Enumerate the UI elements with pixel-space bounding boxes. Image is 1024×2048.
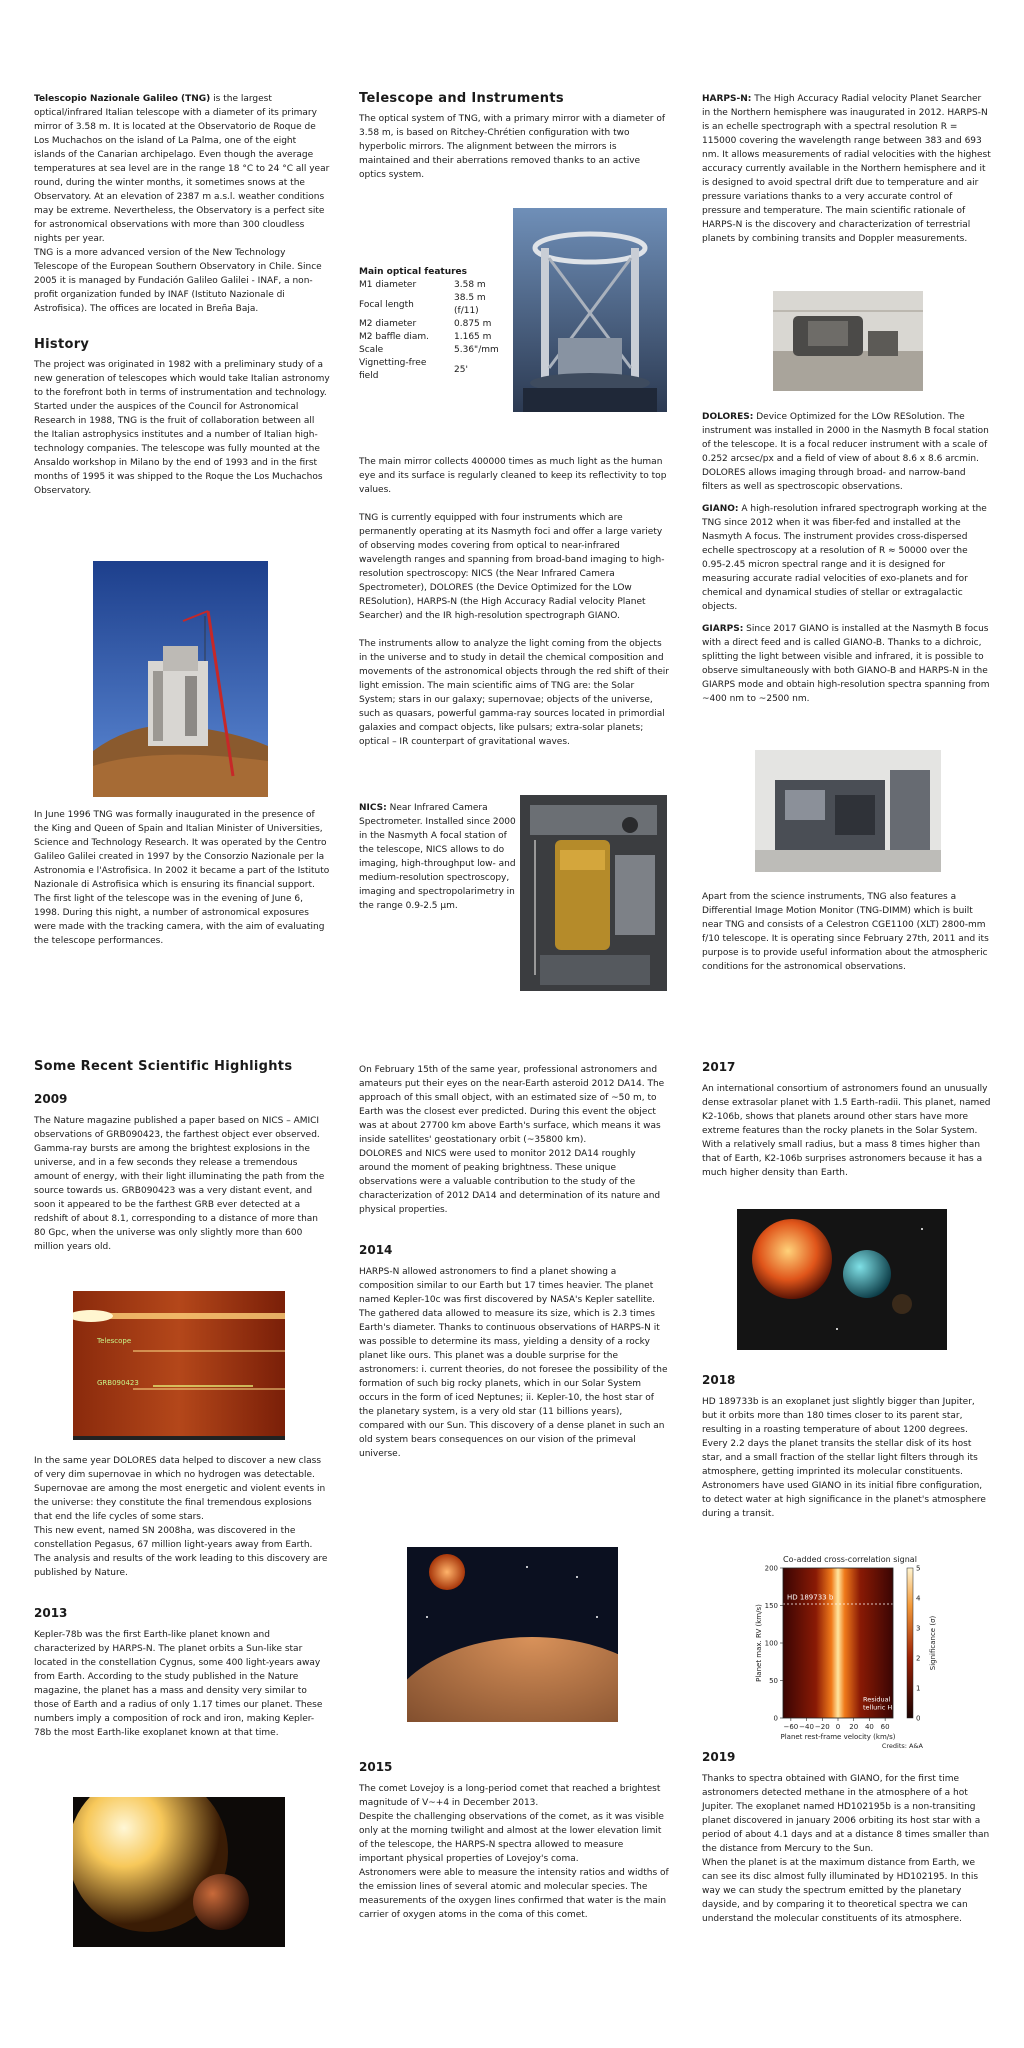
highlights-title: Some Recent Scientific Highlights [34, 1059, 293, 1074]
kepler10c-artwork [407, 1547, 618, 1722]
intro-paragraph-2: TNG is a more advanced version of the New Technology Telescope of the European Southern Observatory in Chile. Since 2005 it is managed by Fundación Galileo Galilei - INAF, a non-profit organization funded by INAF (Istituto Nazionale di Astrofisica). The offices are located in Breña Baja. [34, 248, 322, 314]
residual-label: Residual [863, 1695, 891, 1704]
x-tick-label: 40 [864, 1723, 874, 1731]
spec-row: Scale 5.36"/mm [359, 345, 499, 355]
spec-row: Focal length 38.5 m (f/11) [359, 293, 486, 316]
harps-block [702, 92, 992, 246]
y-axis-label: Planet max. RV (km/s) [755, 1604, 763, 1682]
colorbar-label: Significance (σ) [929, 1615, 937, 1671]
y-tick-label: 50 [769, 1677, 778, 1685]
chart-credits: Credits: A&A [881, 1742, 923, 1750]
highlights-column-2b [359, 1760, 669, 1922]
year-2009: 2009 [34, 1092, 68, 1106]
specs-block [359, 266, 519, 383]
year-2019: 2019 [702, 1750, 736, 1764]
text-2015b: Despite the challenging observations of the comet, as it was visible only at the morning twilight and almost at the lower elevation limit of the telescope, the HARPS-N spectra allowed to measure important physical properties of Lovejoy's coma. [359, 1812, 664, 1864]
specs-title: Main optical features [359, 267, 467, 277]
text-2019a: Thanks to spectra obtained with GIANO, for the first time astronomers detected methane in the atmosphere of a hot Jupiter. The exoplanet named HD102195b is a non-transiting planet discovered in january 2006 orbiting its host star with a period of about 4.1 days and at a distance 8 times smaller than the distance from Mercury to the Sun. [702, 1774, 990, 1854]
highlights-column-3b [702, 1373, 992, 1521]
giarps-paragraph: GIARPS: Since 2017 GIANO is installed at the Nasmyth B focus with a direct feed and is called GIANO-B. Thanks to a dichroic, splitting the light between visible and infrared, it is possible to observe simultaneously with both GIANO-B and HARPS-N in the GIARPS mode and obtain high-resolution spectra spanning from ~400 nm to ~2500 nm. [702, 624, 990, 704]
telescope-paragraph-2: The main mirror collects 400000 times as much light as the human eye and its surface is regularly cleaned to keep its reflectivity to top values. [359, 457, 667, 495]
x-axis-label: Planet rest-frame velocity (km/s) [780, 1733, 896, 1741]
telescope-paragraph-1: The optical system of TNG, with a primary mirror with a diameter of 3.58 m, is based on Ritchey-Chrétien configuration with two hyperbolic mirrors. The alignment between the mirrors is maintained and their aberrations removed thanks to an active optics system. [359, 114, 665, 180]
year-2013: 2013 [34, 1606, 68, 1620]
intro-paragraph: Telescopio Nazionale Galileo (TNG) is the largest optical/infrared Italian telescope with a diameter of its primary mirror of 3.58 m. It is located at the Observatorio de Roque de Los Muchachos on the island of La Palma, one of the eight islands of the Canarian archipelago. Even though the average temperatures at sea level are in the range 18 °C to 24 °C all year round, during the winter months, it sometimes snows at the Observatory. At an elevation of 2387 m a.s.l. weather conditions may be extreme. Nevertheless, the Observatory is a perfect site for astronomical observations with more than 300 cloudless nights per year. [34, 94, 330, 244]
planet-label: HD 189733 b [787, 1593, 834, 1602]
telescope-title: Telescope and Instruments [359, 91, 564, 106]
telescope-column [359, 92, 669, 182]
telescope-structure-photo [513, 208, 667, 412]
text-2017a: An international consortium of astronomers found an unusually dense extrasolar planet with 1.5 Earth-radii. This planet, named K2-106b, shows that planets around other stars have more extreme features than the rocky planets in the Solar System. [702, 1084, 991, 1136]
nics-block [359, 801, 517, 913]
x-tick-label: −60 [783, 1723, 799, 1731]
intro-column [34, 92, 330, 498]
grb-label-2: GRB090423 [97, 1379, 139, 1387]
x-tick-label: −40 [799, 1723, 814, 1731]
history-column-2 [34, 808, 330, 948]
history-title: History [34, 337, 90, 352]
y-tick-label: 100 [764, 1639, 778, 1648]
highlights-column-2 [359, 1063, 669, 1461]
chart-title: Co-added cross-correlation signal [783, 1555, 917, 1564]
colorbar-tick-label: 3 [916, 1624, 921, 1633]
x-tick-label: 0 [835, 1723, 841, 1731]
text-2017b: With a relatively small radius, but a mass 8 times higher than that of Earth, K2-106b surprises astronomers because it has a much higher density than Earth. [702, 1140, 983, 1178]
text-february-2: DOLORES and NICS were used to monitor 2012 DA14 roughly around the moment of peaking brightness. These unique observations were a valuable contribution to the study of the characterization of 2012 DA14 and determination of its nature and physical properties. [359, 1149, 661, 1215]
year-2017: 2017 [702, 1060, 736, 1074]
text-2015c: Astronomers were able to measure the intensity ratios and widths of the emission lines of several atomic and molecular species. The measurements of the oxygen lines confirmed that water is the main carrier of oxygen atoms in the coma of this comet. [359, 1868, 669, 1920]
y-tick-label: 150 [764, 1602, 778, 1610]
x-tick-label: −20 [814, 1723, 830, 1731]
spec-row: Vignetting-free field 25' [359, 358, 468, 381]
highlights-column-3c [702, 1750, 992, 1926]
colorbar-tick-label: 2 [916, 1654, 921, 1663]
grb-label-1: Telescope [97, 1337, 132, 1345]
y-tick-label: 0 [773, 1714, 778, 1723]
chart-plot-area [783, 1568, 900, 1718]
year-2014: 2014 [359, 1243, 393, 1257]
colorbar-tick-label: 0 [916, 1714, 921, 1723]
history-paragraph-2: In June 1996 TNG was formally inaugurated in the presence of the King and Queen of Spain and Italian Minister of Universities, Science and Technology Research. It was operated by the Centro Galileo Galilei created in 1997 by the Consorzio Nazionale per la Astronomia e l'Astrofisica. In 2002 it became a part of the Istituto Nazionale di Astrofisica which is ensuring its financial support. The first light of the telescope was in the evening of June 6, 1998. During this night, a number of astronomical exposures were made with the tracking camera, with the aim of evaluating the telescope performances. [34, 810, 330, 946]
kepler78b-artwork [73, 1797, 285, 1947]
colorbar-tick-label: 5 [916, 1564, 921, 1573]
colorbar-tick-label: 1 [916, 1684, 921, 1693]
text-2009c: This new event, named SN 2008ha, was discovered in the constellation Pegasus, 67 million light-years away from Earth. The analysis and results of the work leading to this discovery are published by Nature. [34, 1526, 328, 1578]
residual-label: telluric H₂O [863, 1703, 901, 1712]
text-2013: Kepler-78b was the first Earth-like planet known and characterized by HARPS-N. The planet orbits a Sun-like star located in the constellation Cygnus, some 400 light-years away from Earth. According to the study published in the Nature magazine, the planet has a mass and density very similar to those of Earth and a radius of only 1.17 times our planet. These numbers imply a composition of rock and iron, making Kepler-78b the most Earth-like exoplanet known at that time. [34, 1630, 323, 1738]
colorbar [907, 1568, 913, 1718]
text-2015a: The comet Lovejoy is a long-period comet that reached a brightest magnitude of V~+4 in December 2013. [359, 1784, 661, 1808]
highlights-column-1b [34, 1454, 330, 1740]
harps-instrument-photo [773, 291, 923, 391]
dimm-block [702, 890, 992, 974]
telescope-column-2 [359, 455, 669, 749]
highlights-column-3 [702, 1060, 992, 1180]
instruments-column [702, 410, 992, 706]
tng-building-photo [93, 561, 268, 797]
k2-106b-artwork [737, 1209, 947, 1350]
text-2014: HARPS-N allowed astronomers to find a planet showing a composition similar to our Earth but 17 times heavier. The planet named Kepler-10c was first discovered by NASA's Kepler satellite. The gathered data allowed to measure its size, which is 2.3 times Earth's diameter. Thanks to continuous observations of HARPS-N it was possible to determine its mass, yielding a density of a rocky planet like ours. This planet was a double surprise for the astronomers: i. current theories, do not foresee the possibility of the formation of such big rocky planets, which in our Solar System occurs in the form of iced Neptunes; ii. Kepler-10, the host star of the planetary system, is a very old star (11 billions years), compared with our Sun. This discovery of a dense planet in such an old system bears consequences on our vision of the primeval universe. [359, 1267, 668, 1459]
cross-correlation-chart [735, 1552, 975, 1752]
text-february: On February 15th of the same year, professional astronomers and amateurs put their eyes on the near-Earth asteroid 2012 DA14. The approach of this small object, with an estimated size of ~50 m, to Earth was the closest ever predicted. During this event the object was at about 27700 km above Earth's surface, which means it was inside satellites' geostationary orbit (~35800 km). [359, 1065, 665, 1145]
giano-paragraph: GIANO: A high-resolution infrared spectrograph working at the TNG since 2012 when it was fiber-fed and installed at the Nasmyth A focus. The instrument provides cross-dispersed echelle spectroscopy at a resolution of R ≈ 50000 over the 0.95-2.45 micron spectral range and it is designed for measuring accurate radial velocities of exo-planets and for chemical and dynamical studies of stellar or extragalactic objects. [702, 504, 987, 612]
spec-row: M2 diameter 0.875 m [359, 319, 492, 329]
highlights-column-1 [34, 1060, 330, 1254]
text-2009a: The Nature magazine published a paper based on NICS – AMICI observations of GRB090423, the farthest object ever observed. Gamma-ray bursts are among the brightest explosions in the universe, and in a few seconds they release a tremendous amount of energy, with their light illuminating the path from the source towards us. GRB090423 was a very distant event, and soon it appeared to be the farthest GRB ever detected at a redshift of about 8.1, corresponding to a distance of more than 80 Gpc, when the universe was only slightly more than 600 million years old. [34, 1116, 325, 1252]
spec-row: M2 baffle diam. 1.165 m [359, 332, 492, 342]
grb-spectrum-image [73, 1291, 285, 1446]
telescope-paragraph-4: The instruments allow to analyze the light coming from the objects in the universe and to study in detail the chemical composition and movements of the astronomical objects through the red shift of their light emission. The main scientific aims of TNG are: the Solar System; stars in our galaxy; supernovae; objects of the universe, such as quasars, powerful gamma-ray sources located in primordial galaxies and compact objects, like pulsars; extra-solar planets; optical – IR counterpart of gravitational waves. [359, 639, 669, 747]
y-tick-label: 200 [764, 1564, 778, 1573]
telescope-paragraph-3: TNG is currently equipped with four instruments which are permanently operating at its Nasmyth foci and offer a large variety of observing modes covering from optical to near-infrared wavelength ranges and spanning from broad-band imaging to high-resolution spectroscopy: NICS (the Near Infrared Camera Spectrometer), DOLORES (the Device Optimized for the LOw RESolution), HARPS-N (the High Accuracy Radial velocity Planet Searcher) and the IR high-resolution spectrograph GIANO. [359, 513, 665, 621]
cross-correlation-svg [735, 1552, 975, 1752]
year-2015: 2015 [359, 1760, 393, 1774]
x-tick-label: 20 [849, 1723, 859, 1731]
text-2019b: When the planet is at the maximum distance from Earth, we can see its disc almost fully illuminated by HD102195. In this way we can study the spectrum emitted by the planetary dayside, and by comparing it to theoretical spectra we can understand the molecular constituents of its atmosphere. [702, 1858, 979, 1924]
dolores-paragraph: DOLORES: Device Optimized for the LOw RESolution. The instrument was installed in 2000 in the Nasmyth B focal station of the telescope. It is a focal reducer instrument with a scale of 0.252 arcsec/px and a field of view of about 8.6 x 8.6 arcmin. DOLORES allows imaging through broad- and narrow-band filters as well as spectroscopic observations. [702, 412, 989, 492]
x-tick-label: 60 [880, 1723, 890, 1731]
year-2018: 2018 [702, 1373, 736, 1387]
intro-lead: Telescopio Nazionale Galileo (TNG) [34, 94, 211, 104]
text-2009b: In the same year DOLORES data helped to discover a new class of very dim supernovae in which no hydrogen was detectable. Supernovae are among the most energetic and violent events in the universe: they constitute the final tremendous explosions that end the life cycles of some stars. [34, 1456, 326, 1522]
spec-row: M1 diameter 3.58 m [359, 280, 486, 290]
specs-table [359, 279, 519, 383]
dimm-paragraph: Apart from the science instruments, TNG also features a Differential Image Motion Monitor (TNG-DIMM) which is built near TNG and consists of a Celestron CGE1100 (XLT) 2800-mm f/10 telescope. It is operating since February 27th, 2011 and its purpose is to provide useful information about the atmospheric conditions for the astronomical observations. [702, 892, 989, 972]
nics-paragraph: NICS: Near Infrared Camera Spectrometer. Installed since 2000 in the Nasmyth A focal station of the telescope, NICS allows to do imaging, high-throughput low- and medium-resolution spectroscopy, imaging and spectropolarimetry in the range 0.9-2.5 μm. [359, 803, 516, 911]
giarps-instrument-photo [755, 750, 941, 872]
colorbar-tick-label: 4 [916, 1594, 921, 1603]
text-2018: HD 189733b is an exoplanet just slightly bigger than Jupiter, but it orbits more than 180 times closer to its parent star, resulting in a roasting temperature of about 1200 degrees. Every 2.2 days the planet transits the stellar disk of its host star, and a small fraction of the stellar light filters through its atmosphere, getting imprinted its molecular constituents. Astronomers have used GIANO in its initial fibre configuration, to detect water at high significance in the planet's atmosphere during a transit. [702, 1397, 986, 1519]
history-paragraph-1: The project was originated in 1982 with a preliminary study of a new generation of telescopes which would take Italian astronomy to the forefront both in terms of instrumentation and technology. Started under the auspices of the Council for Astronomical Research in 1988, TNG is the fruit of collaboration between all the Italian astrophysics institutes and a number of Italian high-technology companies. The telescope was fully mounted at the Ansaldo workshop in Milano by the end of 1993 and in the first months of 1995 it was shipped to the Roque the Los Muchachos Observatory. [34, 360, 330, 496]
harps-paragraph: HARPS-N: The High Accuracy Radial velocity Planet Searcher in the Northern hemisphere was inaugurated in 2012. HARPS-N is an echelle spectrograph with a spectral resolution R = 115000 covering the wavelength range between 383 and 693 nm. It allows measurements of radial velocities with the highest accuracy currently available in the Northern hemisphere and it is designed to avoid spectral drift due to temperature and air pressure variations thanks to a very accurate control of pressure and temperature. The main scientific rationale of HARPS-N is the discovery and characterization of terrestrial planets by combining transits and Doppler measurements. [702, 94, 991, 244]
nics-instrument-photo [520, 795, 667, 991]
